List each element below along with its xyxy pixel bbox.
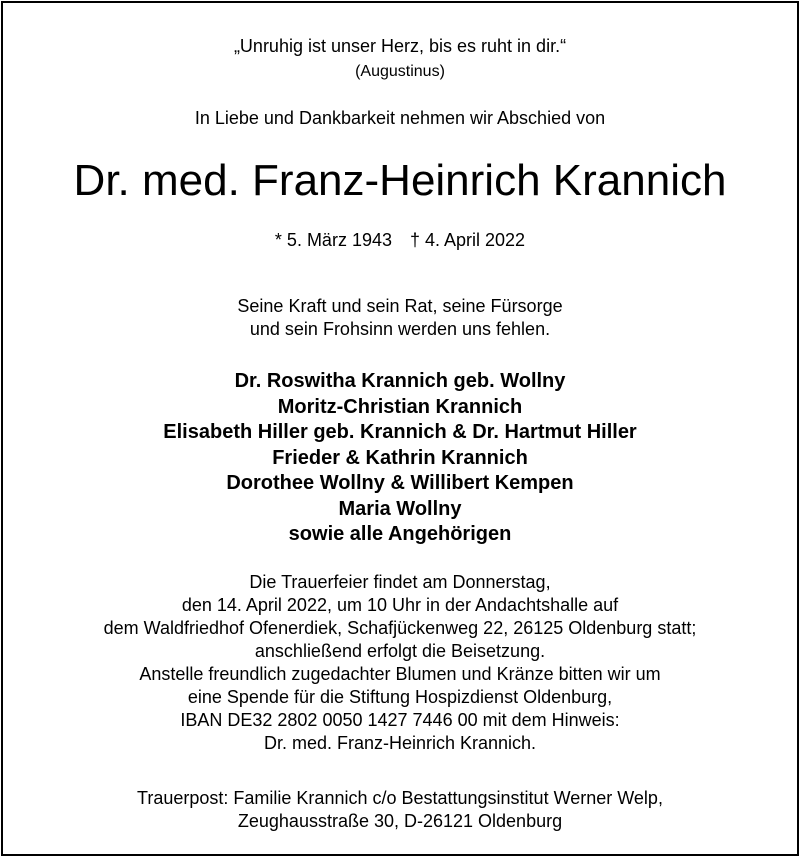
- mourner-name: Maria Wollny: [338, 497, 462, 520]
- life-dates: [3, 228, 797, 252]
- mourner-name: Elisabeth Hiller geb. Krannich & Dr. Hartmut Hiller: [163, 421, 637, 443]
- death-date: † 4. April 2022: [409, 230, 526, 250]
- mourner-name: Frieder & Kathrin Krannich: [272, 446, 528, 469]
- condolence-address: [3, 787, 797, 833]
- mourner-name: Dr. Roswitha Krannich geb. Wollny: [234, 370, 566, 392]
- service-line: Die Trauerfeier findet am Donnerstag,: [249, 572, 551, 592]
- birth-date: * 5. März 1943: [274, 230, 392, 250]
- donation-line: eine Spende für die Stiftung Hospizdienst Oldenburg,: [187, 687, 613, 707]
- mourners-list: [3, 369, 797, 548]
- service-details: [3, 571, 797, 755]
- epitaph-line: und sein Frohsinn werden uns fehlen.: [249, 319, 551, 339]
- intro-text: In Liebe und Dankbarkeit nehmen wir Abschied von: [194, 108, 606, 128]
- epitaph: [3, 295, 797, 341]
- obituary-notice: [1, 1, 799, 856]
- mourner-name: sowie alle Angehörigen: [288, 523, 512, 545]
- epigraph-quote: „Unruhig ist unser Herz, bis es ruht in dir.“: [233, 36, 567, 56]
- epitaph-line: Seine Kraft und sein Rat, seine Fürsorge: [237, 296, 563, 316]
- donation-line: Dr. med. Franz-Heinrich Krannich.: [263, 733, 537, 753]
- mourner-name: Moritz-Christian Krannich: [277, 395, 523, 418]
- donation-line: IBAN DE32 2802 0050 1427 7446 00 mit dem Hinweis:: [180, 710, 620, 730]
- address-line: Zeughausstraße 30, D-26121 Oldenburg: [237, 811, 563, 831]
- service-line: dem Waldfriedhof Ofenerdiek, Schafjückenweg 22, 26125 Oldenburg statt;: [103, 618, 697, 638]
- deceased-name: Dr. med. Franz-Heinrich Krannich: [73, 156, 727, 205]
- address-line: Trauerpost: Familie Krannich c/o Bestattungsinstitut Werner Welp,: [137, 788, 663, 808]
- service-line: den 14. April 2022, um 10 Uhr in der Andachtshalle auf: [181, 595, 619, 615]
- service-line: anschließend erfolgt die Beisetzung.: [254, 641, 546, 661]
- donation-line: Anstelle freundlich zugedachter Blumen und Kränze bitten wir um: [139, 664, 661, 684]
- mourner-name: Dorothee Wollny & Willibert Kempen: [226, 472, 574, 494]
- epigraph-author: (Augustinus): [355, 63, 445, 80]
